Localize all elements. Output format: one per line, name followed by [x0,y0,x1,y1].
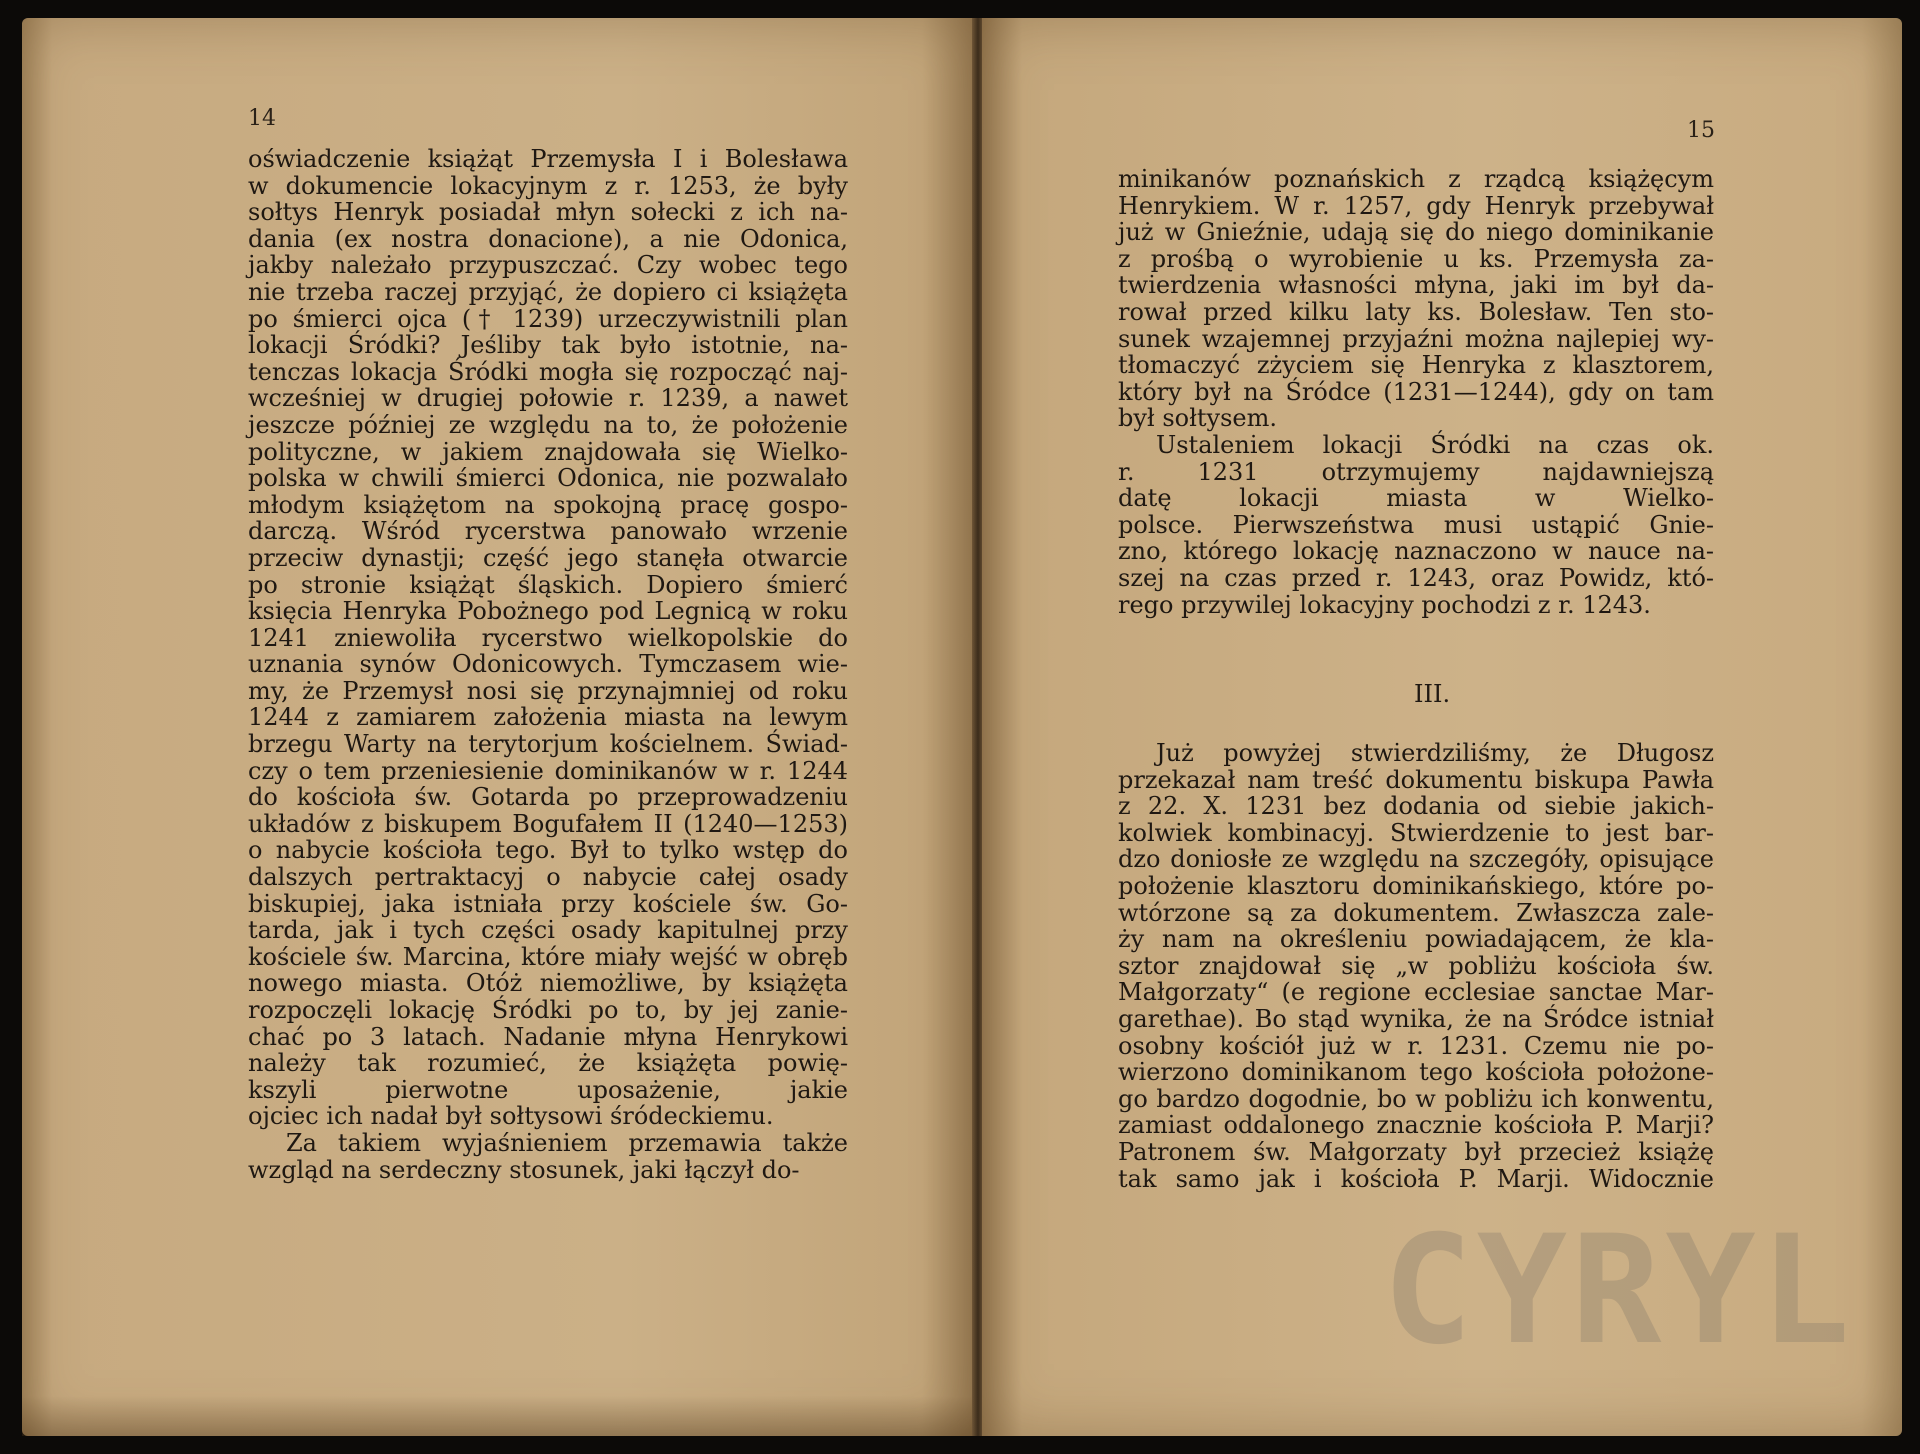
text-line: uznania synów Odonicowych. Tymczasem wie- [248,650,848,679]
text-line: który był na Śródce (1231—1244), gdy on tam [1118,377,1714,406]
text-line: po stronie książąt śląskich. Dopiero śmierć [248,570,848,599]
left-page [22,18,974,1436]
text-line: sztor znajdował się „w pobliżu kościoła św. [1118,951,1714,980]
text-line: tłomaczyć zżyciem się Henryka z klasztorem, [1118,351,1714,380]
text-line: z 22. X. 1231 bez dodania od siebie jakich- [1118,792,1714,821]
text-line: Patronem św. Małgorzaty był przecież książę [1118,1137,1714,1166]
text-line: wzgląd na serdeczny stosunek, jaki łączył do- [248,1155,800,1184]
right-page-text-upper [1118,166,1714,618]
text-line: r. 1231 otrzymujemy najdawniejszą [1118,457,1714,486]
text-line: o nabycie kościoła tego. Był to tylko wstęp do [248,836,848,865]
text-line: my, że Przemysł nosi się przynajmniej od roku [248,676,848,705]
text-line: kościele św. Marcina, które miały wejść w obręb [248,942,848,971]
text-line: zamiast oddalonego znacznie kościoła P. Marji? [1118,1111,1714,1140]
text-line: wierzono dominikanom tego kościoła położone- [1118,1058,1714,1087]
text-line: sołtys Henryk posiadał młyn sołecki z ich na- [248,198,848,227]
right-page-text-lower [1118,740,1714,1192]
text-line: przeciw dynastji; część jego stanęła otwarcie [248,543,848,572]
text-line: lokacji Śródki? Jeśliby tak było istotnie, na- [248,331,848,360]
text-line: 1241 zniewoliła rycerstwo wielkopolskie do [248,623,848,652]
text-line: go bardzo dogodnie, bo w pobliżu ich konwentu, [1118,1084,1714,1113]
text-line: jakby należało przypuszczać. Czy wobec tego [248,251,848,280]
text-line: należy tak rozumieć, że książęta powię- [248,1049,848,1078]
text-line: przekazał nam treść dokumentu biskupa Pawła [1118,765,1714,794]
cyryl-watermark [1382,1204,1854,1378]
text-line: czy o tem przeniesienie dominikanów w r. 1244 [248,756,848,785]
text-line: wtórzone są za dokumentem. Zwłaszcza zale- [1118,898,1714,927]
text-line: ojciec ich nadał był sołtysowi śródeckiemu. [248,1102,774,1131]
text-line: Ustaleniem lokacji Śródki na czas ok. [1156,430,1714,459]
text-line: zno, którego lokację naznaczono w nauce na- [1118,537,1714,566]
text-line: twierdzenia własności młyna, jaki im był da- [1118,271,1714,300]
text-line: Małgorzaty“ (e regione ecclesiae sanctae Mar- [1118,978,1714,1007]
text-line: datę lokacji miasta w Wielko- [1118,484,1714,513]
text-line: układów z biskupem Bogufałem II (1240—1253) [248,809,848,838]
text-line: już w Gnieźnie, udają się do niego dominikanie [1118,218,1714,247]
text-line: Za takiem wyjaśnieniem przemawia także [286,1128,848,1157]
text-line: kszyli pierwotne uposażenie, jakie [248,1075,848,1104]
text-line: nowego miasta. Otóż niemożliwe, by książęta [248,969,848,998]
text-line: biskupiej, jaka istniała przy kościele św. Go- [248,889,848,918]
text-line: dania (ex nostra donacione), a nie Odonica, [248,224,848,253]
text-line: darczą. Wśród rycerstwa panowało wrzenie [248,517,848,546]
text-line: dzo doniosłe ze względu na szczegóły, opisujące [1118,845,1714,874]
text-line: po śmierci ojca († 1239) urzeczywistnili plan [248,304,848,333]
page-edge-shadow [22,1396,974,1436]
text-line: rozpoczęli lokację Śródki po to, by jej zanie- [248,996,848,1024]
text-line: rego przywilej lokacyjny pochodzi z r. 1243. [1118,590,1651,619]
text-line: osobny kościół już w r. 1231. Czemu nie po- [1118,1031,1714,1060]
text-line: garethae). Bo stąd wynika, że na Śródce istniał [1118,1004,1714,1033]
text-line: młodym książętom na spokojną pracę gospo- [248,490,848,519]
text-line: polsce. Pierwszeństwa musi ustąpić Gnie- [1118,510,1714,539]
text-line: tarda, jak i tych części osady kapitulnej przy [248,916,848,945]
watermark-text: CYRYL [1382,1204,1854,1378]
text-line: ży nam na określeniu powiadającem, że kla- [1118,925,1714,954]
page-number-right: 15 [1687,118,1715,143]
text-line: wcześniej w drugiej połowie r. 1239, a nawet [248,384,848,413]
text-line: kolwiek kombinacyj. Stwierdzenie to jest bar- [1118,818,1714,847]
text-line: Henrykiem. W r. 1257, gdy Henryk przebywał [1118,191,1714,220]
text-line: polska w chwili śmierci Odonica, nie pozwalało [248,464,848,493]
text-line: tak samo jak i kościoła P. Marji. Widocznie [1118,1164,1714,1193]
text-line: z prośbą o wyrobienie u ks. Przemysła za- [1118,244,1714,273]
text-line: jeszcze później ze względu na to, że położenie [248,410,848,439]
text-line: księcia Henryka Pobożnego pod Legnicą w roku [248,597,848,626]
text-line: oświadczenie książąt Przemysła I i Bolesława [248,145,848,173]
text-line: tenczas lokacja Śródki mogła się rozpocząć naj- [248,357,848,386]
text-line: rował przed kilku laty ks. Bolesław. Ten sto- [1118,297,1714,326]
open-book [22,18,1902,1436]
text-line: minikanów poznańskich z rządcą książęcym [1118,165,1714,193]
text-line: brzegu Warty na terytorjum kościelnem. Świad- [248,730,848,759]
text-line: szej na czas przed r. 1243, oraz Powidz, któ- [1118,563,1714,592]
text-line: Już powyżej stwierdziliśmy, że Długosz [1156,739,1714,767]
text-line: 1244 z zamiarem założenia miasta na lewym [248,703,848,732]
text-line: dalszych pertraktacyj o nabycie całej osady [248,863,848,892]
text-line: nie trzeba raczej przyjąć, że dopiero ci książęta [248,277,848,306]
text-line: był sołtysem. [1118,404,1277,433]
left-page-text [248,146,848,1183]
text-line: w dokumencie lokacyjnym z r. 1253, że były [248,171,848,200]
page-number-left: 14 [248,106,276,131]
text-line: położenie klasztoru dominikańskiego, które po- [1118,871,1714,900]
text-line: polityczne, w jakiem znajdowała się Wielko- [248,437,848,466]
section-heading: III. [1414,680,1451,708]
text-line: chać po 3 latach. Nadanie młyna Henrykowi [248,1022,848,1051]
text-line: do kościoła św. Gotarda po przeprowadzeniu [248,783,848,812]
text-line: sunek wzajemnej przyjaźni można najlepiej wy- [1118,324,1714,353]
